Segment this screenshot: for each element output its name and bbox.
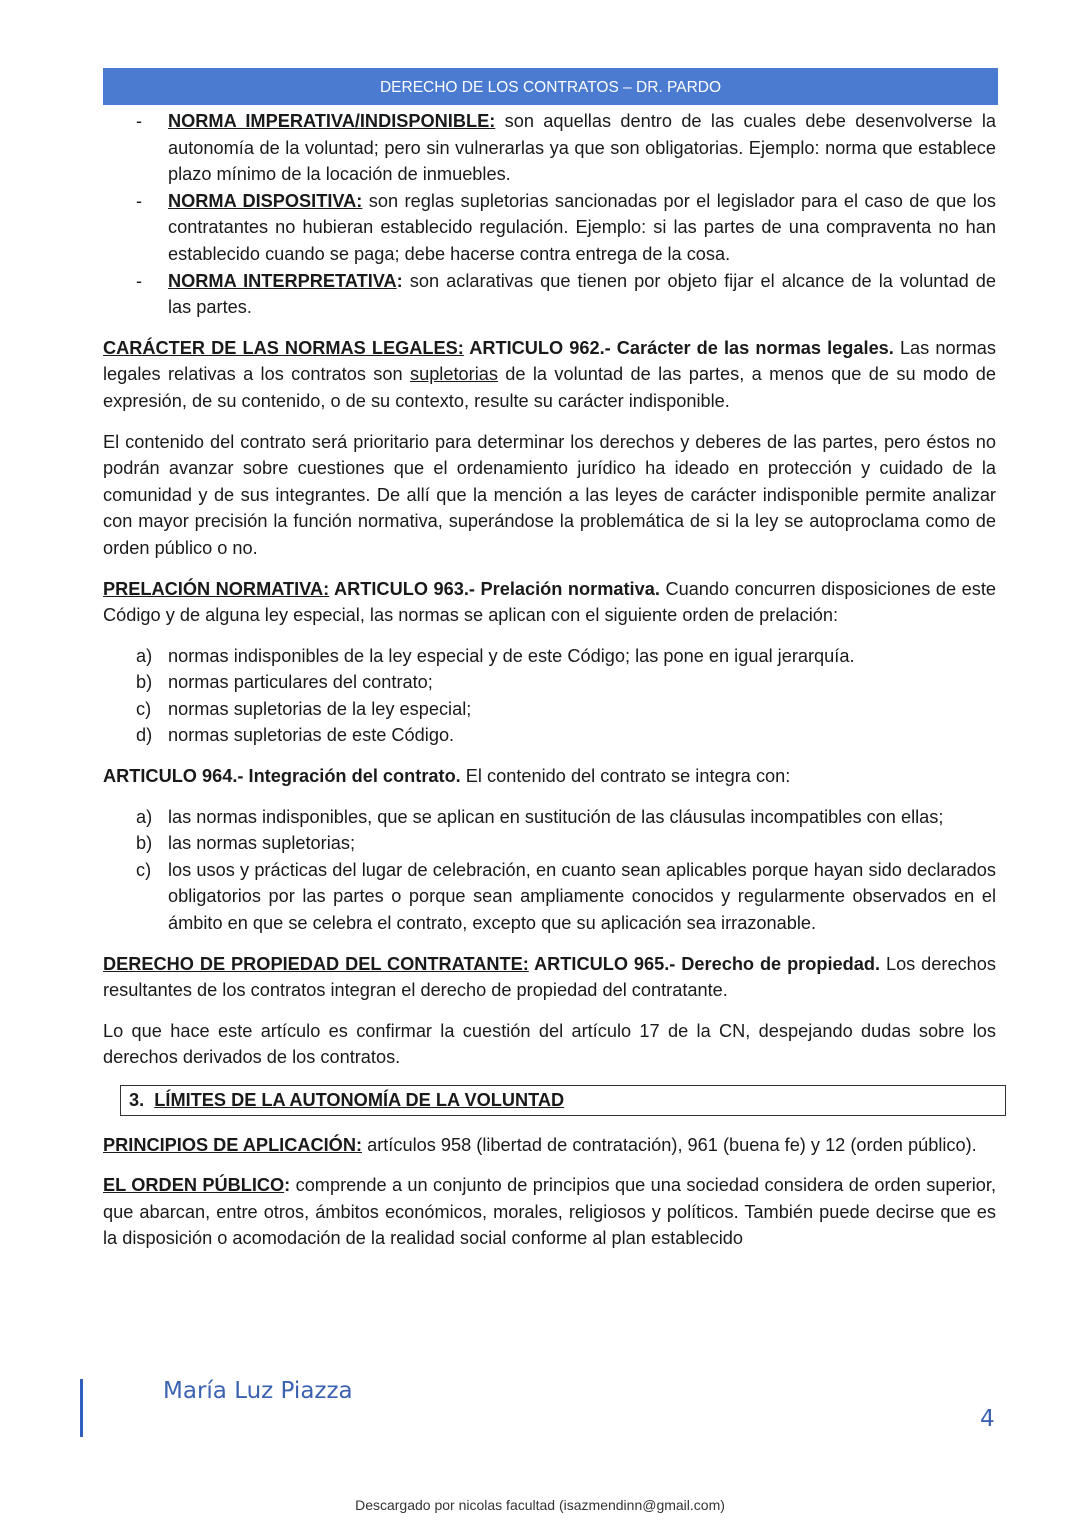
list-marker: b) [136,833,153,854]
section-heading: CARÁCTER DE LAS NORMAS LEGALES: [103,337,464,358]
article-heading: ARTICULO 963.- Prelación normativa. [329,578,660,599]
section-3-heading [120,1085,1006,1116]
list-marker: a) [136,806,153,827]
term: NORMA INTERPRETATIVA [168,270,397,291]
page-header [103,68,998,105]
footer-author: María Luz Piazza [163,1378,353,1404]
term-colon: : [396,270,403,291]
term-colon: : [284,1175,291,1196]
integracion-list [103,804,996,937]
principios-paragraph [103,1132,996,1159]
list-marker: c) [136,698,152,719]
article-heading: ARTICULO 964.- Integración del contrato. [103,766,461,787]
norms-list [103,108,996,321]
paragraph-text: Las normas legales relativas a los contratos son [103,337,996,385]
list-marker: - [136,190,143,211]
footer-divider [80,1379,83,1437]
section-heading: EL ORDEN PÚBLICO [103,1175,285,1196]
article-heading: ARTICULO 965.- Derecho de propiedad. [528,953,881,974]
list-text: las normas indisponibles, que se aplican en sustitución de las cláusulas incompatibles con ellas; [168,806,944,827]
list-marker: - [136,111,143,131]
orden-publico-paragraph [103,1172,996,1252]
definition: son aclarativas que tienen por objeto fijar el alcance de la voluntad de las partes. [168,270,996,318]
section-heading: DERECHO DE PROPIEDAD DEL CONTRATANTE: [103,953,529,974]
list-item [103,268,996,321]
term: NORMA DISPOSITIVA: [168,190,363,211]
paragraph-text: El contenido del contrato se integra con: [460,766,791,787]
list-item [103,669,996,696]
definition: son reglas supletorias sancionadas por el legislador para el caso de que los contratantes no hubieran establecido regulación. Ejemplo: si las partes de una compraventa no han establecido cuando se paga; debe hacerse contra entrega de la cosa. [168,190,996,264]
paragraph-text: artículos 958 (libertad de contratación), 961 (buena fe) y 12 (orden público). [362,1134,977,1155]
list-item [103,722,996,749]
list-text: las normas supletorias; [168,833,356,854]
caracter-paragraph [103,335,996,415]
paragraph-text: de la voluntad de las partes, a menos que de su modo de expresión, de su contenido, o de su contexto, resulte su carácter indisponible. [103,364,996,411]
list-item [103,108,996,188]
paragraph-text: Cuando concurren disposiciones de este Código y de alguna ley especial, las normas se aplican con el siguiente orden de prelación: [103,578,996,626]
prelacion-paragraph [103,576,996,629]
list-marker: c) [136,859,152,880]
list-marker: b) [136,672,153,693]
list-item [103,643,996,670]
list-item [103,804,996,831]
list-text: normas particulares del contrato; [168,672,433,693]
list-text: los usos y prácticas del lugar de celebración, en cuanto sean aplicables porque hayan sido declarados obligatorios por las partes o porque sean ampliamente conocidos y regularmente observados en el ámbito en que se celebra el contrato, excepto que su aplicación sea irrazonable. [168,859,996,934]
contenido-paragraph: El contenido del contrato será prioritario para determinar los derechos y deberes de las partes, pero éstos no podrán avanzar sobre cuestiones que el ordenamiento jurídico ha ideado en protección y cuidado de la comunidad y de sus integrantes. De allí que la mención a las leyes de carácter indisponible permite analizar con mayor precisión la función normativa, superándose la problemática de si la ley se autoproclama como de orden público o no. [103,431,996,558]
section-title: LÍMITES DE LA AUTONOMÍA DE LA VOLUNTAD [154,1090,565,1110]
list-text: normas indisponibles de la ley especial y de este Código; las pone en igual jerarquía. [168,645,855,666]
cn-paragraph: Lo que hace este artículo es confirmar la cuestión del artículo 17 de la CN, despejando dudas sobre los derechos derivados de los contratos. [103,1020,996,1068]
paragraph-text: comprende a un conjunto de principios que una sociedad considera de orden superior, que abarcan, entre otros, ámbitos económicos, morales, religiosos y políticos. También puede decirse que es la disposición o acomodación de la realidad social conforme al plan establecido [103,1175,996,1249]
page-number: 4 [980,1406,995,1432]
list-marker: - [136,270,143,291]
definition: son aquellas dentro de las cuales debe desenvolverse la autonomía de la voluntad; pero sin vulnerarlas ya que son obligatorias. Ejemplo: norma que establece plazo mínimo de la locación de inmuebles. [168,111,996,185]
header-title: DERECHO DE LOS CONTRATOS – DR. PARDO [379,79,722,96]
paragraph-text: Los derechos resultantes de los contratos integran el derecho de propiedad del contratante. [103,953,997,1001]
download-notice: Descargado por nicolas facultad (isazmendinn@gmail.com) [355,1497,725,1513]
document-body [103,108,996,1266]
list-item [103,830,996,857]
list-marker: d) [136,725,153,746]
propiedad-paragraph [103,951,996,1004]
integracion-paragraph [103,763,996,790]
section-number: 3. [129,1090,145,1110]
list-item [103,857,996,937]
section-heading: PRELACIÓN NORMATIVA: [103,578,330,599]
underlined-word: supletorias [409,364,498,385]
list-item [103,188,996,268]
list-text: normas supletorias de este Código. [168,725,455,746]
section-heading: PRINCIPIOS DE APLICACIÓN: [103,1134,363,1155]
list-marker: a) [136,645,153,666]
article-heading: ARTICULO 962.- Carácter de las normas legales. [463,337,894,358]
term: NORMA IMPERATIVA/INDISPONIBLE: [168,111,496,131]
prelacion-list [103,643,996,749]
list-item [103,696,996,723]
list-text: normas supletorias de la ley especial; [168,698,472,719]
